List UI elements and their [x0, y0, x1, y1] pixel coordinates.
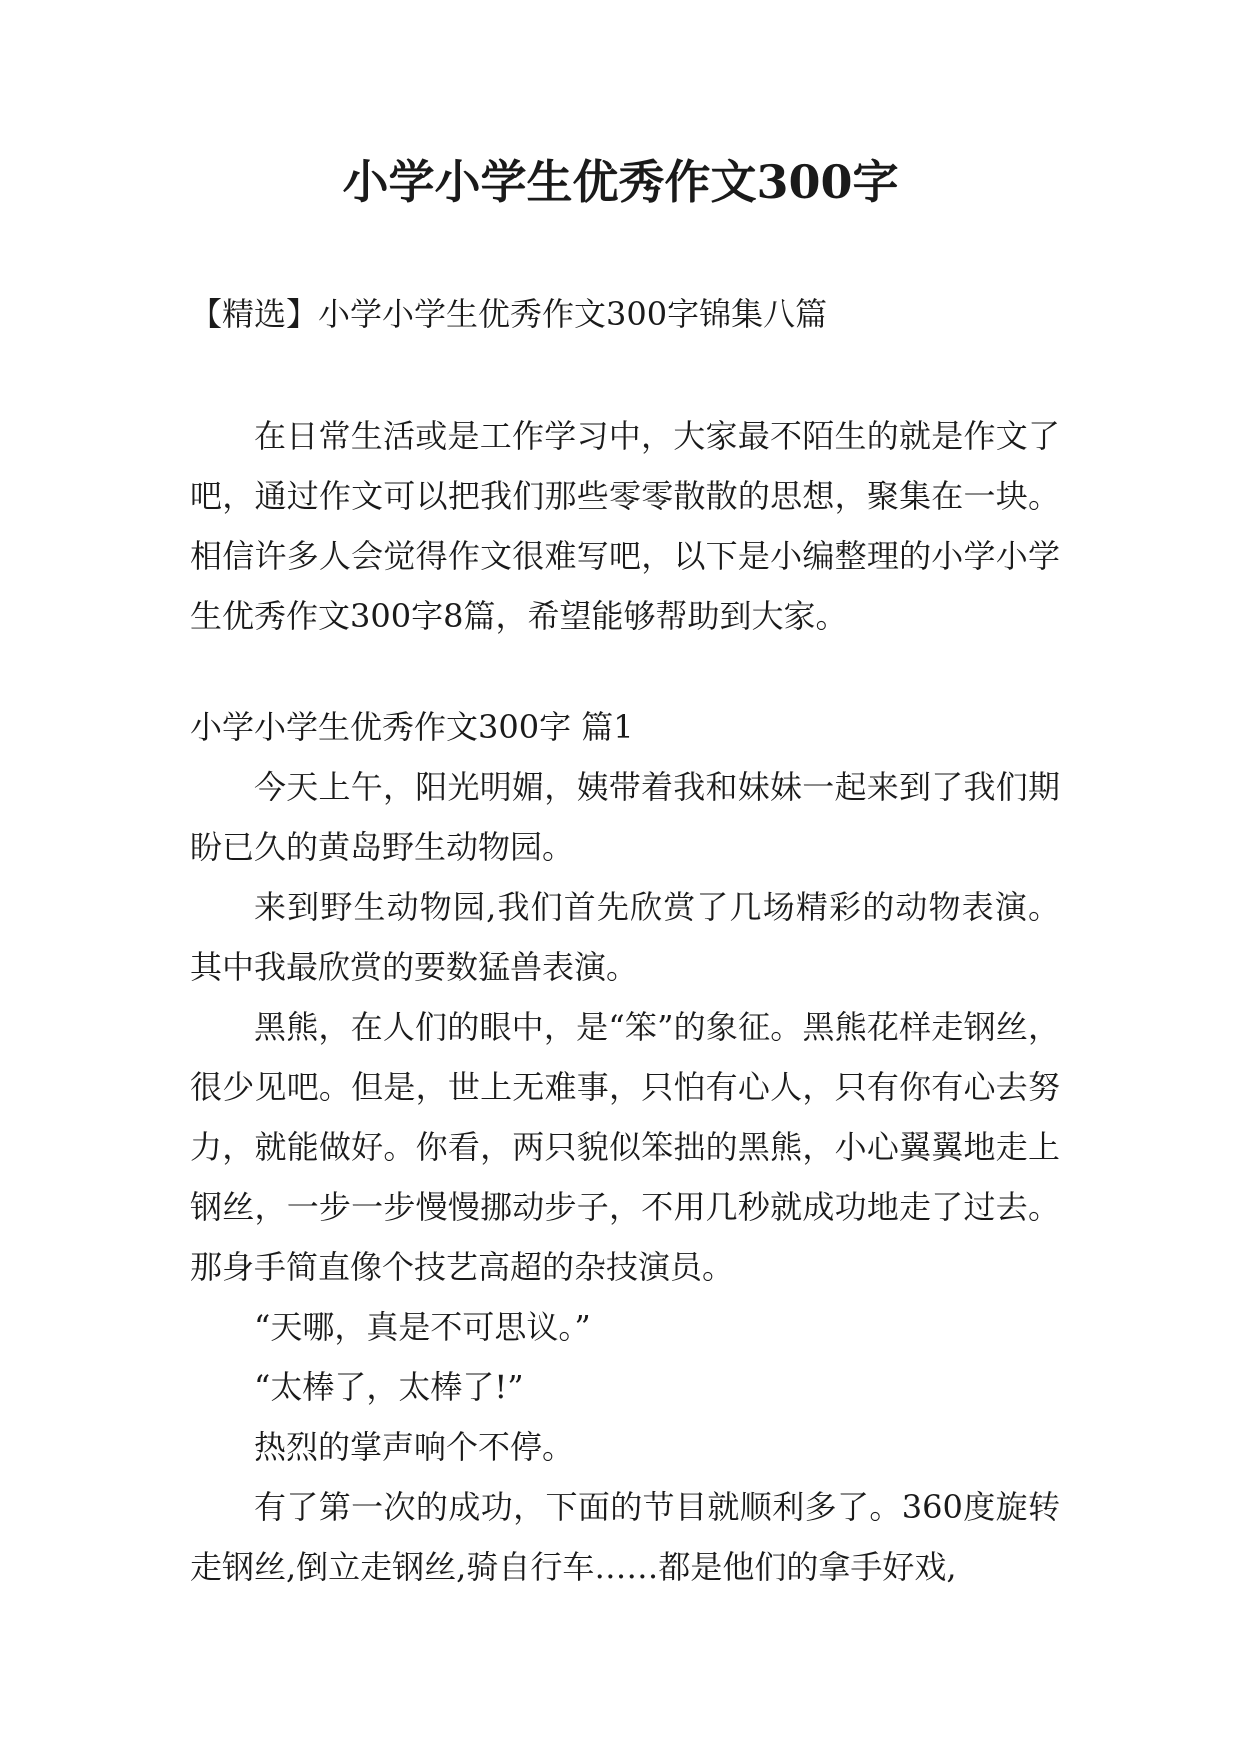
section-heading: 小学小学生优秀作文300字 篇1	[190, 708, 634, 746]
paragraph: 来到野生动物园,我们首先欣赏了几场精彩的动物表演。其中我最欣赏的要数猛兽表演。	[190, 888, 1060, 986]
paragraph: “太棒了，太棒了!”	[254, 1368, 524, 1406]
document-title: 小学小学生优秀作文300字	[342, 155, 899, 209]
paragraph: 有了第一次的成功，下面的节目就顺利多了。360度旋转走钢丝,倒立走钢丝,骑自行车……都是他们的拿手好戏,	[190, 1488, 1060, 1586]
essay-body	[190, 697, 1060, 1597]
document-subtitle: 【精选】小学小学生优秀作文300字锦集八篇	[190, 295, 828, 333]
paragraph: 黑熊，在人们的眼中，是“笨”的象征。黑熊花样走钢丝，很少见吧。但是，世上无难事，只怕有心人，只有你有心去努力，就能做好。你看，两只貌似笨拙的黑熊，小心翼翼地走上钢丝，一步一步慢慢挪动步子，不用几秒就成功地走了过去。那身手简直像个技艺高超的杂技演员。	[190, 1008, 1060, 1286]
paragraph: 今天上午，阳光明媚，姨带着我和妹妹一起来到了我们期盼已久的黄岛野生动物园。	[190, 768, 1060, 866]
paragraph: 热烈的掌声响个不停。	[254, 1428, 575, 1466]
intro-paragraph: 在日常生活或是工作学习中，大家最不陌生的就是作文了吧，通过作文可以把我们那些零零散散的思想，聚集在一块。相信许多人会觉得作文很难写吧，以下是小编整理的小学小学生优秀作文300字8篇，希望能够帮助到大家。	[190, 417, 1060, 635]
paragraph: “天哪，真是不可思议。”	[254, 1308, 591, 1346]
